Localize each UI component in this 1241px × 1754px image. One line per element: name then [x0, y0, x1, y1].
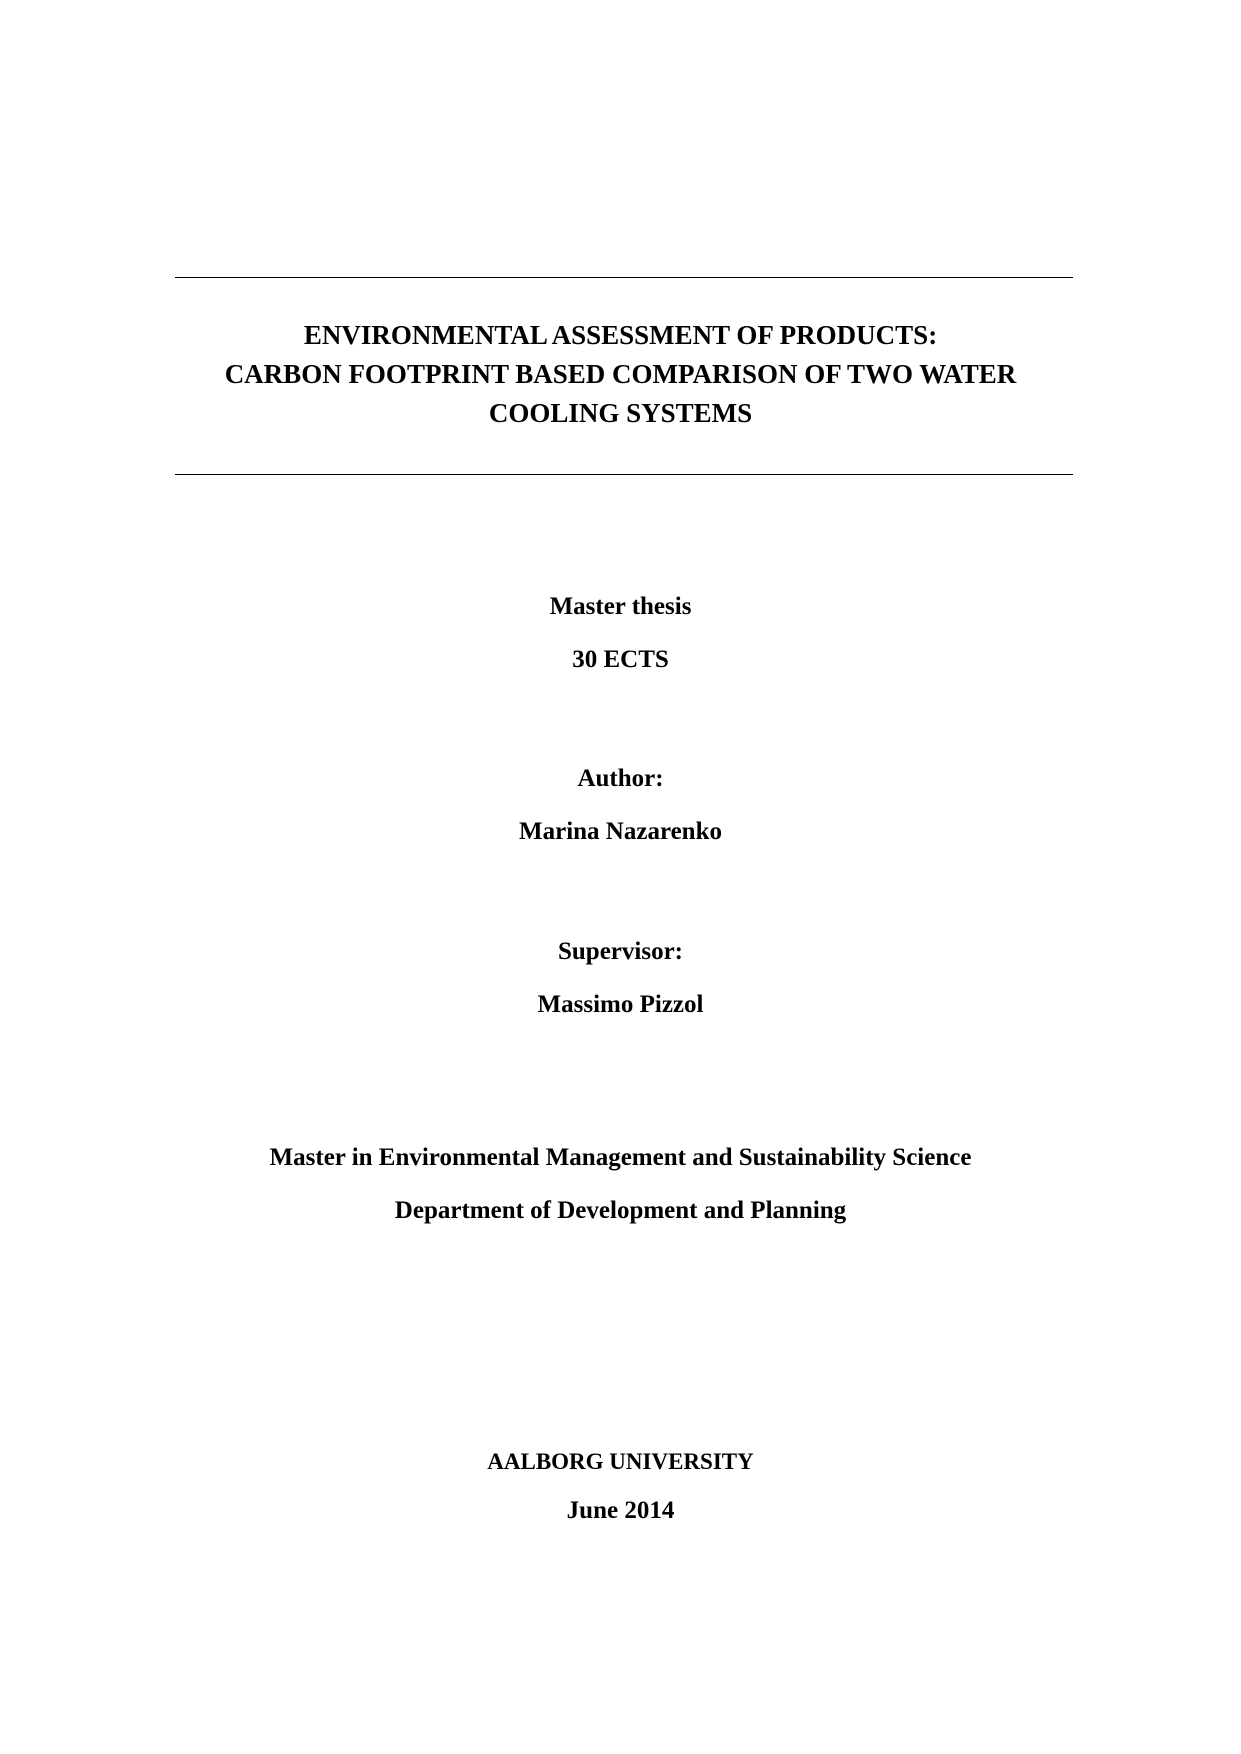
title-line-2: CARBON FOOTPRINT BASED COMPARISON OF TWO WATER	[224, 359, 1017, 389]
program-name: Master in Environmental Management and Sustainability Science	[269, 1144, 972, 1171]
supervisor-name: Massimo Pizzol	[537, 991, 704, 1018]
thesis-type: Master thesis	[549, 593, 692, 620]
top-rule	[175, 277, 1073, 278]
university-name: AALBORG UNIVERSITY	[487, 1449, 754, 1474]
title-line-3: COOLING SYSTEMS	[488, 398, 753, 428]
author-name: Marina Nazarenko	[519, 818, 722, 845]
thesis-credits: 30 ECTS	[572, 646, 669, 673]
title-line-1: ENVIRONMENTAL ASSESSMENT OF PRODUCTS:	[303, 320, 938, 350]
supervisor-label: Supervisor:	[558, 938, 683, 965]
submission-date: June 2014	[566, 1497, 675, 1524]
department-name: Department of Development and Planning	[394, 1197, 847, 1224]
bottom-rule	[175, 474, 1073, 475]
author-label: Author:	[577, 765, 664, 792]
